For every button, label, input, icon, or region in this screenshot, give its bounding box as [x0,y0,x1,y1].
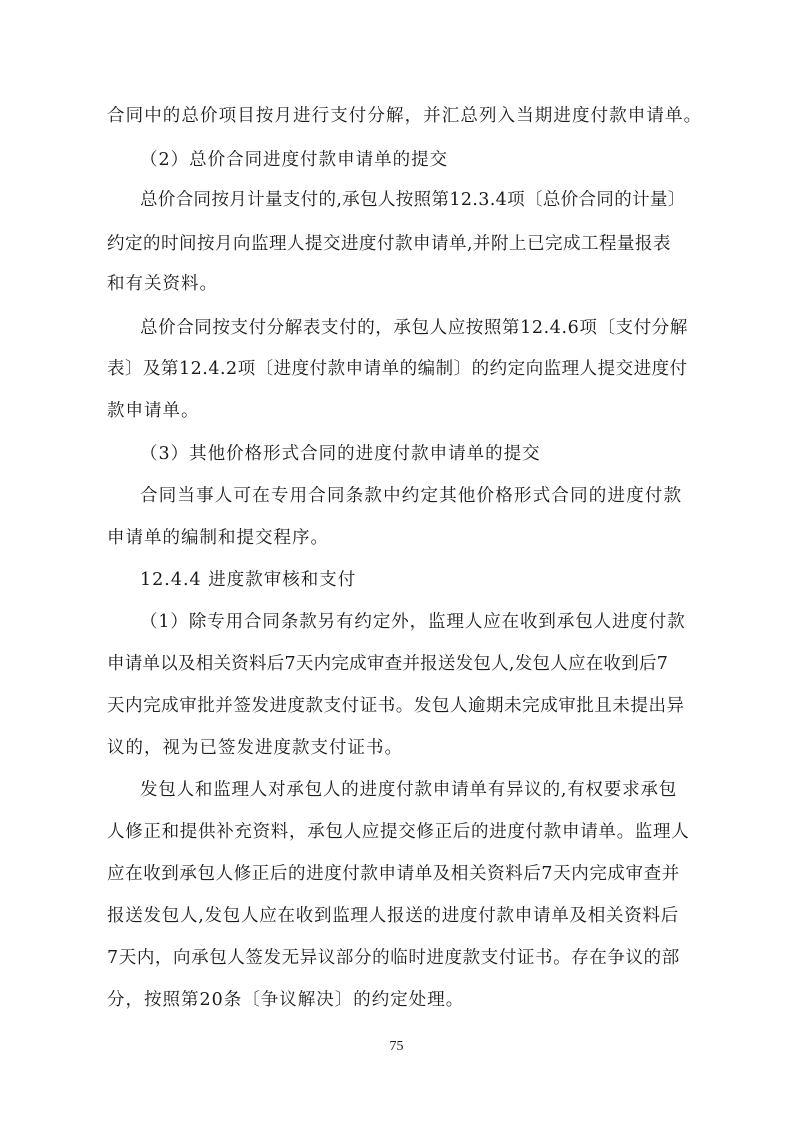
paragraph-line: 表〕及第12.4.2项〔进度付款申请单的编制〕的约定向监理人提交进度付 [107,359,688,379]
paragraph-line: 分，按照第20条〔争议解决〕的约定处理。 [107,990,465,1010]
paragraph-line: 报送发包人,发包人应在收到监理人报送的进度付款申请单及相关资料后 [107,906,680,926]
paragraph-line: 总价合同按月计量支付的,承包人按照第12.3.4项〔总价合同的计量〕 [140,190,686,210]
paragraph-line: 合同中的总价项目按月进行支付分解，并汇总列入当期进度付款申请单。 [107,106,703,126]
paragraph-line: 款申请单。 [107,401,200,421]
paragraph-line: （1）除专用合同条款另有约定外，监理人应在收到承包人进度付款 [140,612,686,632]
paragraph-line: 和有关资料。 [107,274,218,294]
paragraph-line: 议的，视为已签发进度款支付证书。 [107,738,403,758]
paragraph-line: 人修正和提供补充资料，承包人应提交修正后的进度付款申请单。监理人 [107,822,690,842]
section-heading: （2）总价合同进度付款申请单的提交 [140,150,449,170]
paragraph-line: 申请单的编制和提交程序。 [107,528,329,548]
section-heading: （3）其他价格形式合同的进度付款申请单的提交 [140,444,541,464]
paragraph-line: 应在收到承包人修正后的进度付款申请单及相关资料后7天内完成审查并 [107,864,680,884]
paragraph-line: 总价合同按支付分解表支付的，承包人应按照第12.4.6项〔支付分解 [140,318,688,338]
paragraph-line: 申请单以及相关资料后7天内完成审查并报送发包人,发包人应在收到后7 [107,654,669,674]
page-number: 75 [389,1039,404,1054]
paragraph-line: 天内完成审批并签发进度款支付证书。发包人逾期未完成审批且未提出异 [107,696,685,716]
paragraph-line: 发包人和监理人对承包人的进度付款申请单有异议的,有权要求承包 [140,780,678,800]
paragraph-line: 约定的时间按月向监理人提交进度付款申请单,并附上已完成工程量报表 [107,234,672,254]
section-heading: 12.4.4 进度款审核和支付 [140,570,357,590]
paragraph-line: 7天内，向承包人签发无异议部分的临时进度款支付证书。存在争议的部 [107,948,680,968]
paragraph-line: 合同当事人可在专用合同条款中约定其他价格形式合同的进度付款 [140,486,683,506]
